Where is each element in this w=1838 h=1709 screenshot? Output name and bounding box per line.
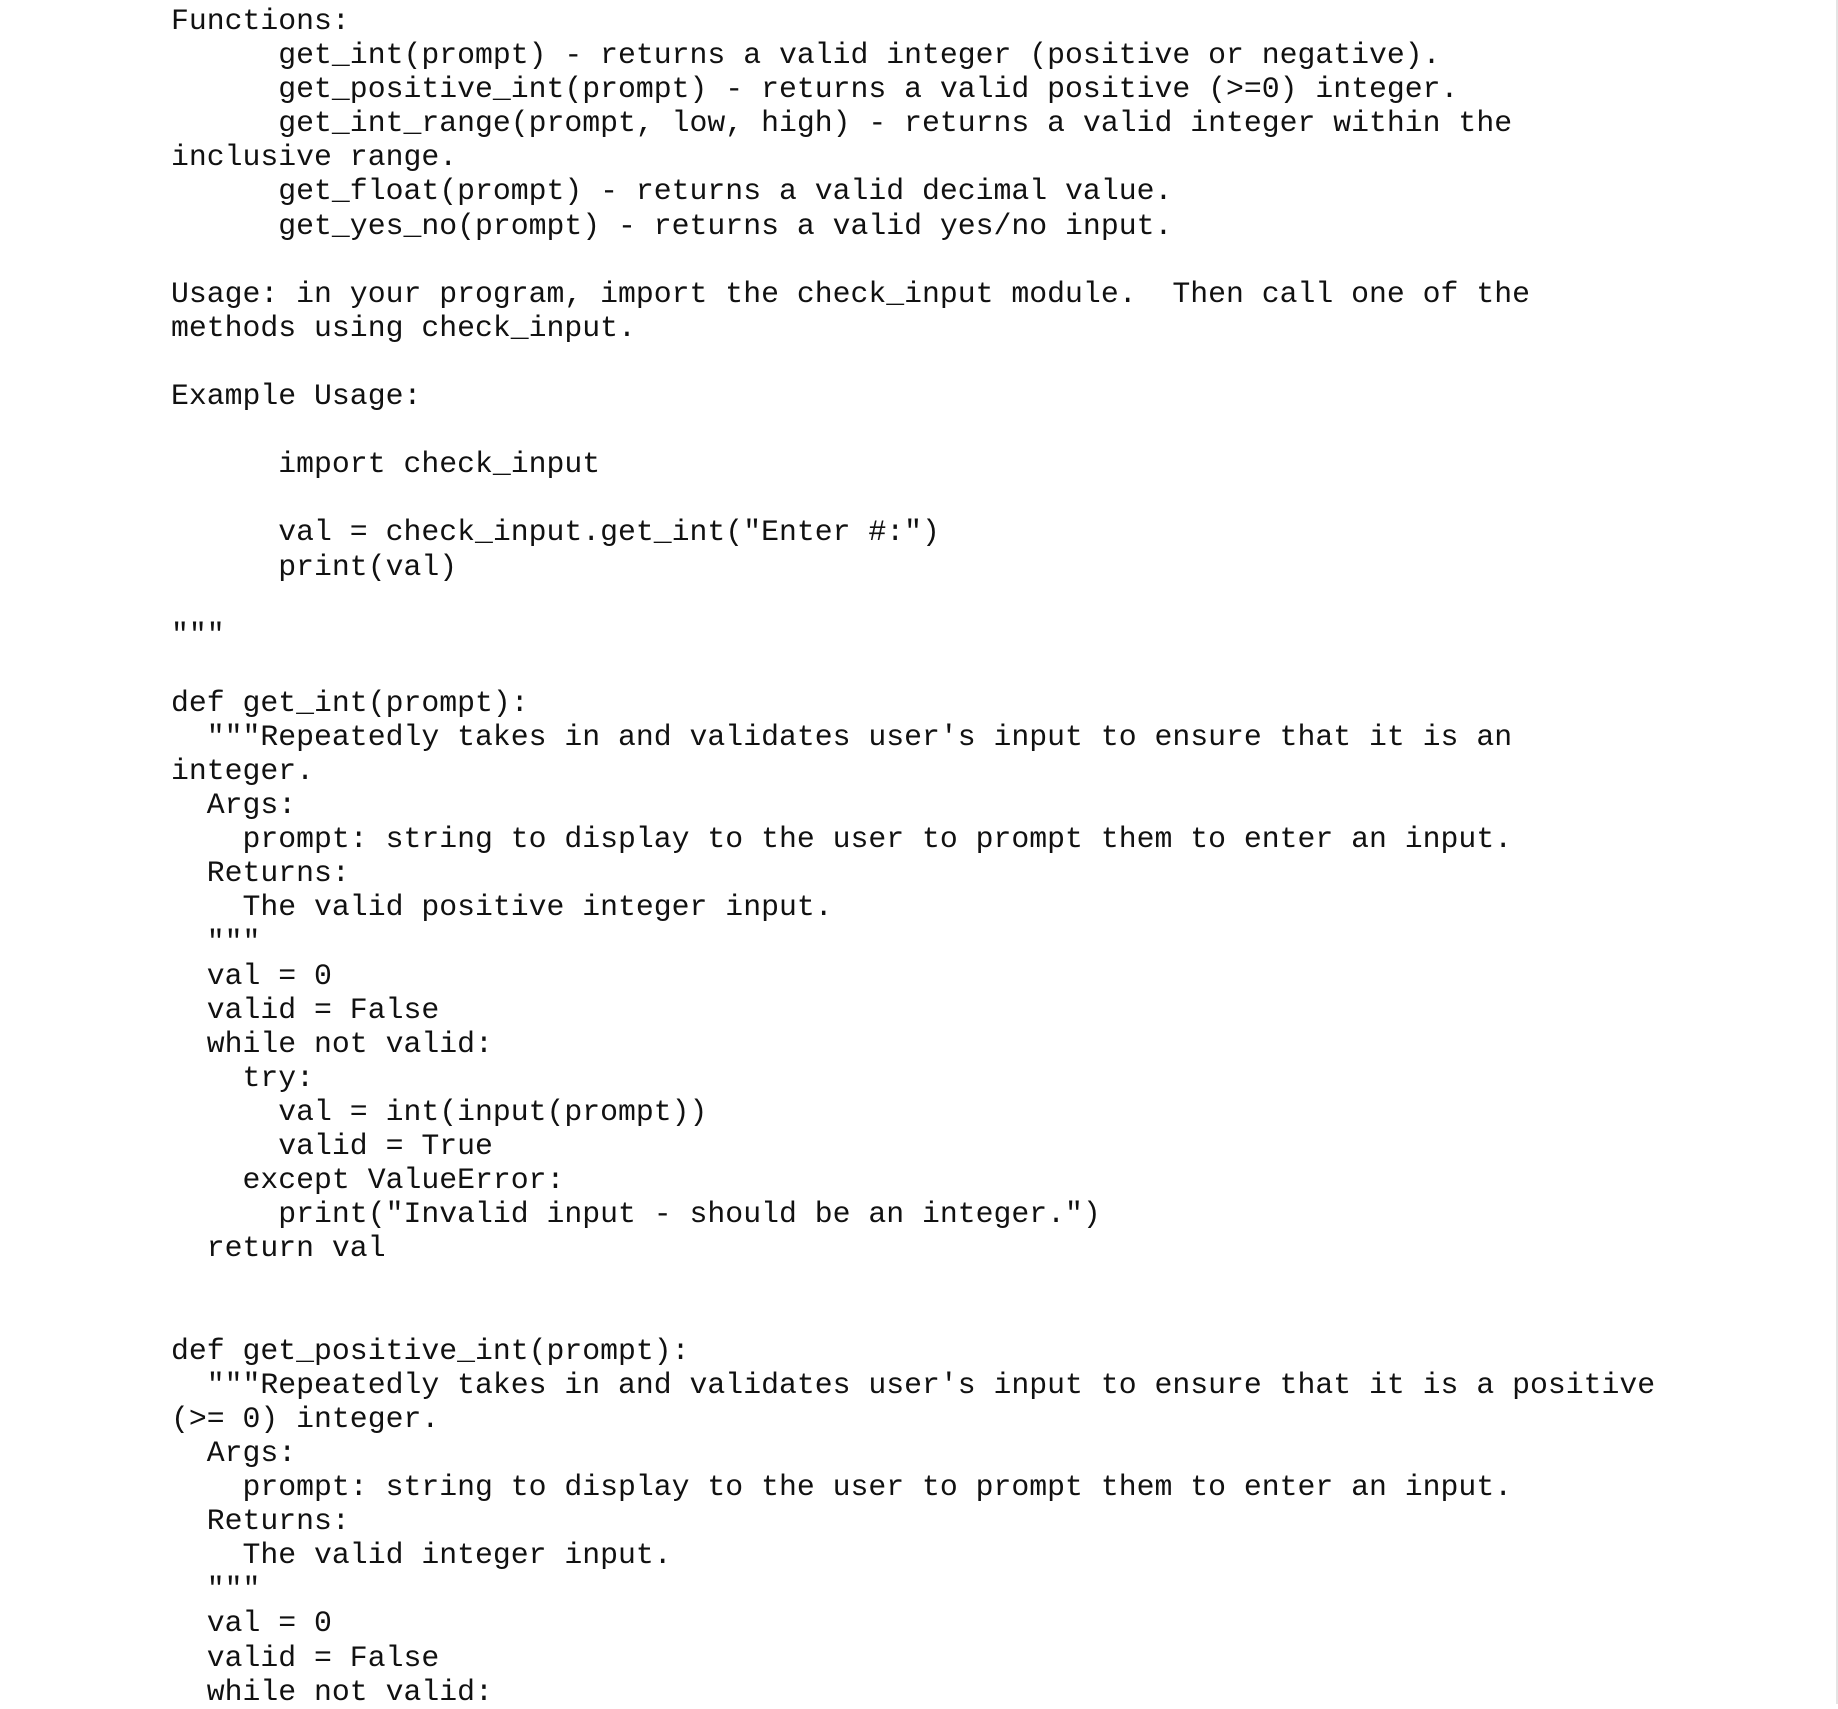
code-line: """ [171, 617, 225, 652]
code-line: Args: [171, 1435, 297, 1470]
code-line: try: [171, 1060, 315, 1095]
code-line: val = check_input.get_int("Enter #:") [171, 515, 940, 550]
code-line: while not valid: [171, 1674, 493, 1709]
code-line [171, 481, 1655, 515]
code-line: def get_int(prompt): [171, 685, 529, 720]
code-line: """ [171, 924, 261, 959]
code-listing [171, 4, 1655, 1709]
code-line: def get_positive_int(prompt): [171, 1333, 690, 1368]
code-line: methods using check_input. [171, 310, 636, 345]
code-line [171, 652, 1655, 686]
code-line: inclusive range. [171, 140, 458, 175]
code-line [171, 345, 1655, 379]
code-line: Functions: [171, 4, 350, 38]
code-line: return val [171, 1231, 386, 1266]
code-line: """ [171, 1572, 261, 1607]
code-line: prompt: string to display to the user to prompt them to enter an input. [171, 822, 1513, 857]
code-line: Example Usage: [171, 379, 422, 414]
code-line: get_float(prompt) - returns a valid decimal value. [171, 174, 1173, 209]
code-line: import check_input [171, 447, 601, 482]
code-line [171, 413, 1655, 447]
code-line: val = 0 [171, 1606, 332, 1641]
code-line [171, 1300, 1655, 1334]
code-line: """Repeatedly takes in and validates user's input to ensure that it is an [171, 719, 1513, 754]
code-line: Returns: [171, 856, 350, 891]
code-line: val = int(input(prompt)) [171, 1095, 708, 1129]
code-line: get_positive_int(prompt) - returns a valid positive (>=0) integer. [171, 72, 1459, 107]
code-line [171, 584, 1655, 618]
code-line: """Repeatedly takes in and validates user's input to ensure that it is a positive [171, 1367, 1656, 1402]
code-line: integer. [171, 754, 315, 789]
code-line [171, 243, 1655, 277]
code-line: get_yes_no(prompt) - returns a valid yes/no input. [171, 208, 1173, 243]
code-line: except ValueError: [171, 1163, 565, 1198]
code-line: print(val) [171, 549, 458, 584]
code-line: val = 0 [171, 958, 332, 993]
code-line: Returns: [171, 1504, 350, 1539]
code-line: The valid integer input. [171, 1538, 672, 1573]
code-line: prompt: string to display to the user to prompt them to enter an input. [171, 1470, 1513, 1505]
code-line: print("Invalid input - should be an integer.") [171, 1197, 1101, 1232]
code-line: valid = False [171, 1640, 440, 1675]
code-line [171, 1265, 1655, 1299]
code-line: Args: [171, 788, 297, 823]
code-line: (>= 0) integer. [171, 1401, 440, 1436]
code-line: get_int(prompt) - returns a valid integer (positive or negative). [171, 38, 1441, 73]
code-line: valid = True [171, 1129, 493, 1164]
code-line: valid = False [171, 992, 440, 1027]
code-line: get_int_range(prompt, low, high) - returns a valid integer within the [171, 106, 1513, 141]
code-line: Usage: in your program, import the check_input module. Then call one of the [171, 276, 1530, 311]
code-line: The valid positive integer input. [171, 890, 833, 925]
code-line: while not valid: [171, 1026, 493, 1061]
